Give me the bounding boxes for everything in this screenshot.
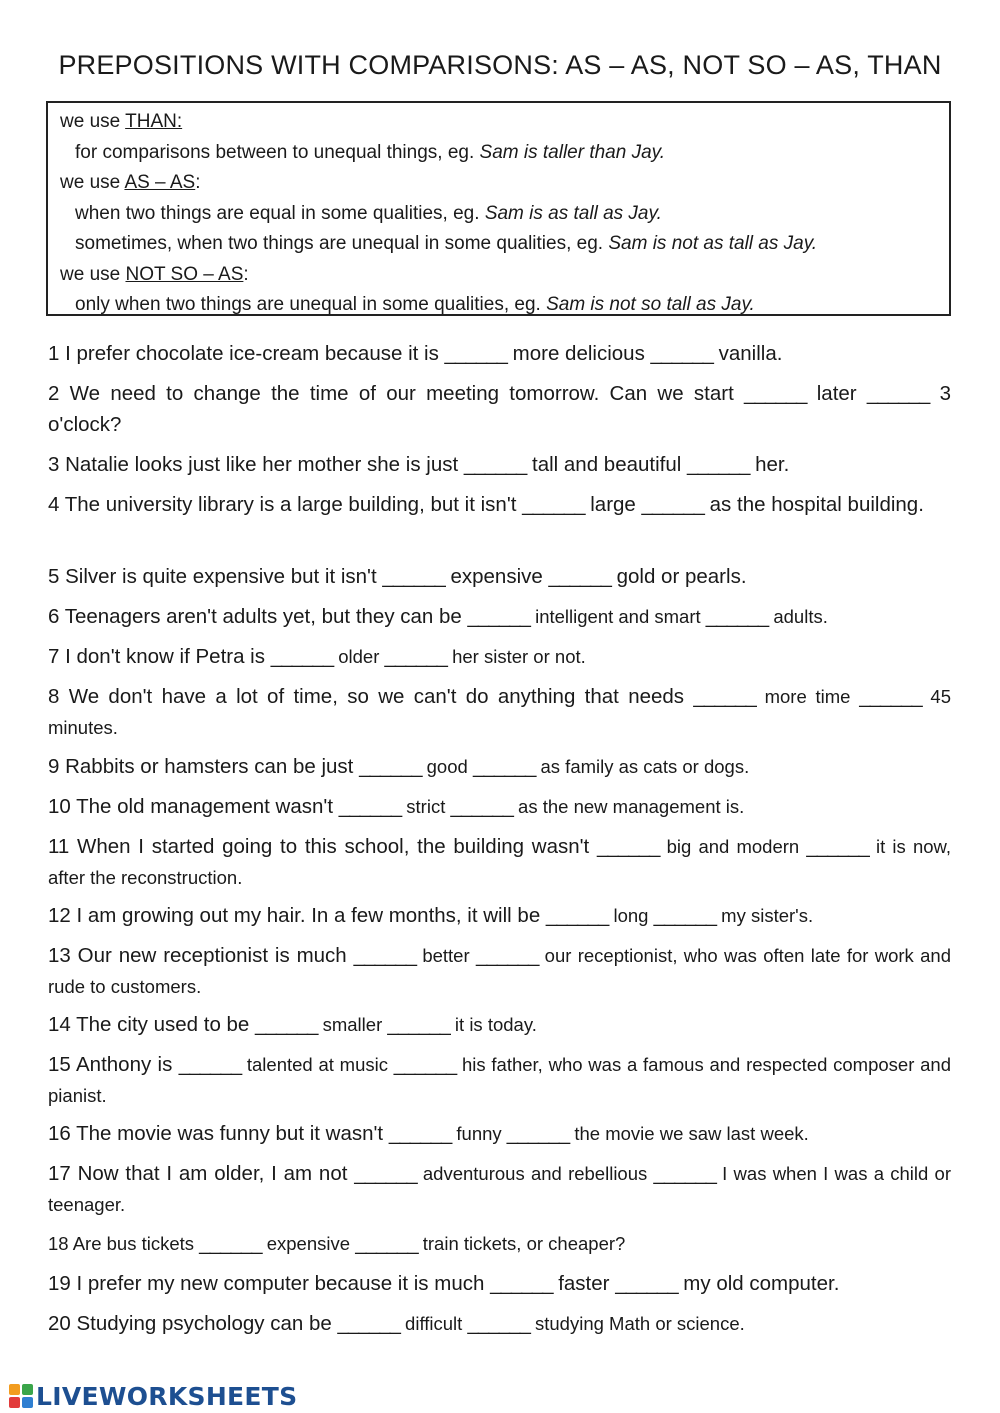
question-16: 16 The movie was funny but it wasn't ______ funny ______ the movie we saw last week.: [48, 1122, 809, 1145]
answer-blank[interactable]: ______: [359, 755, 422, 778]
question-17: 17 Now that I am older, I am not ______ adventurous and rebellious ______ I was when I was a child or teenager.: [48, 1162, 951, 1215]
rule-notso-label: NOT SO – AS: [125, 263, 244, 285]
answer-blank[interactable]: ______: [653, 904, 717, 927]
answer-blank[interactable]: ______: [467, 1312, 530, 1335]
answer-blank[interactable]: ______: [545, 904, 609, 927]
answer-blank[interactable]: ______: [693, 685, 756, 708]
answer-blank[interactable]: ______: [687, 453, 750, 476]
question-5: 5 Silver is quite expensive but it isn't ______ expensive ______ gold or pearls.: [48, 565, 747, 588]
answer-blank[interactable]: ______: [444, 342, 507, 365]
page-title: PREPOSITIONS WITH COMPARISONS: AS – AS, NOT SO – AS, THAN: [58, 50, 942, 80]
answer-blank[interactable]: ______: [355, 1232, 418, 1255]
rules-box: [46, 101, 951, 316]
answer-blank[interactable]: ______: [463, 453, 527, 476]
rule-asas-label: AS – AS: [124, 172, 196, 193]
answer-blank[interactable]: ______: [450, 795, 513, 818]
answer-blank[interactable]: ______: [522, 493, 585, 516]
answer-blank[interactable]: ______: [384, 645, 447, 668]
liveworksheets-logo[interactable]: [8, 1381, 297, 1411]
question-13: 13 Our new receptionist is much ______ better ______ our receptionist, who was often late for work and rude to customers.: [48, 944, 951, 997]
answer-blank[interactable]: ______: [506, 1122, 570, 1145]
question-20: 20 Studying psychology can be ______ difficult ______ studying Math or science.: [48, 1312, 745, 1335]
question-19: 19 I prefer my new computer because it is much ______ faster ______ my old computer.: [48, 1272, 840, 1295]
question-11: 11 When I started going to this school, the building wasn't ______ big and modern ______ it is now, after the reconstruction.: [48, 835, 952, 888]
rule-asas-heading: we use AS – AS:: [60, 172, 201, 193]
question-3: 3 Natalie looks just like her mother she is just ______ tall and beautiful ______ her.: [48, 453, 790, 476]
answer-blank[interactable]: ______: [744, 382, 807, 405]
answer-blank[interactable]: ______: [255, 1013, 318, 1036]
question-18: 18 Are bus tickets ______ expensive ______ train tickets, or cheaper?: [48, 1232, 626, 1255]
rule-asas-desc1: when two things are equal in some qualities, eg. Sam is as tall as Jay.: [75, 202, 662, 224]
question-8: 8 We don't have a lot of time, so we can't do anything that needs ______ more time ______ 45 minutes.: [48, 685, 952, 738]
answer-blank[interactable]: ______: [387, 1013, 450, 1036]
answer-blank[interactable]: ______: [393, 1053, 457, 1076]
answer-blank[interactable]: ______: [596, 835, 660, 858]
answer-blank[interactable]: ______: [354, 1162, 417, 1185]
question-1: 1 I prefer chocolate ice-cream because it is ______ more delicious ______ vanilla.: [48, 342, 783, 365]
liveworksheets-wordmark: LIVEWORKSHEETS: [36, 1381, 298, 1411]
question-9: 9 Rabbits or hamsters can be just ______ good ______ as family as cats or dogs.: [48, 755, 750, 778]
answer-blank[interactable]: ______: [859, 685, 922, 708]
rule-notso-heading: we use NOT SO – AS:: [60, 263, 249, 285]
answer-blank[interactable]: ______: [353, 944, 416, 967]
answer-blank[interactable]: ______: [338, 795, 402, 818]
answer-blank[interactable]: ______: [388, 1122, 452, 1145]
rule-asas-desc2: sometimes, when two things are unequal in some qualities, eg. Sam is not as tall as Jay.: [75, 233, 818, 254]
answer-blank[interactable]: ______: [490, 1272, 553, 1295]
question-2: 2 We need to change the time of our meeting tomorrow. Can we start ______ later ______ 3 o'clock?: [48, 382, 951, 436]
rule-than-example: Sam is taller than Jay.: [479, 141, 666, 163]
rule-notso-desc: only when two things are unequal in some qualities, eg. Sam is not so tall as Jay.: [75, 294, 755, 315]
answer-blank[interactable]: ______: [641, 493, 704, 516]
answer-blank[interactable]: ______: [866, 382, 930, 405]
rule-asas-example2: Sam is not as tall as Jay.: [608, 233, 818, 254]
answer-blank[interactable]: ______: [337, 1312, 400, 1335]
answer-blank[interactable]: ______: [467, 605, 530, 628]
question-15: 15 Anthony is ______ talented at music ______ his father, who was a famous and respected composer and pianist.: [48, 1053, 951, 1106]
question-6: 6 Teenagers aren't adults yet, but they can be ______ intelligent and smart ______ adults.: [48, 605, 828, 628]
rule-than-heading: we use THAN:: [60, 111, 183, 132]
rule-than-desc: for comparisons between to unequal things, eg. Sam is taller than Jay.: [75, 141, 666, 163]
question-4: 4 The university library is a large building, but it isn't ______ large ______ as the hospital building.: [48, 493, 924, 516]
answer-blank[interactable]: ______: [178, 1053, 242, 1076]
rule-notso-example: Sam is not so tall as Jay.: [546, 294, 755, 315]
answer-blank[interactable]: ______: [475, 944, 539, 967]
answer-blank[interactable]: ______: [705, 605, 769, 628]
rule-than-label: THAN:: [125, 111, 183, 132]
answer-blank[interactable]: ______: [382, 565, 445, 588]
answer-blank[interactable]: ______: [270, 645, 334, 668]
answer-blank[interactable]: ______: [653, 1162, 716, 1185]
question-7: 7 I don't know if Petra is ______ older ______ her sister or not.: [48, 645, 586, 668]
answer-blank[interactable]: ______: [615, 1272, 678, 1295]
answer-blank[interactable]: ______: [472, 755, 536, 778]
rule-asas-example1: Sam is as tall as Jay.: [484, 202, 662, 224]
answer-blank[interactable]: ______: [806, 835, 869, 858]
question-14: 14 The city used to be ______ smaller ______ it is today.: [48, 1013, 537, 1036]
liveworksheets-logo-icon: [8, 1383, 34, 1409]
answer-blank[interactable]: ______: [650, 342, 713, 365]
answer-blank[interactable]: ______: [199, 1232, 262, 1255]
question-10: 10 The old management wasn't ______ strict ______ as the new management is.: [48, 795, 745, 818]
question-12: 12 I am growing out my hair. In a few months, it will be ______ long ______ my sister's.: [48, 904, 814, 927]
answer-blank[interactable]: ______: [548, 565, 611, 588]
